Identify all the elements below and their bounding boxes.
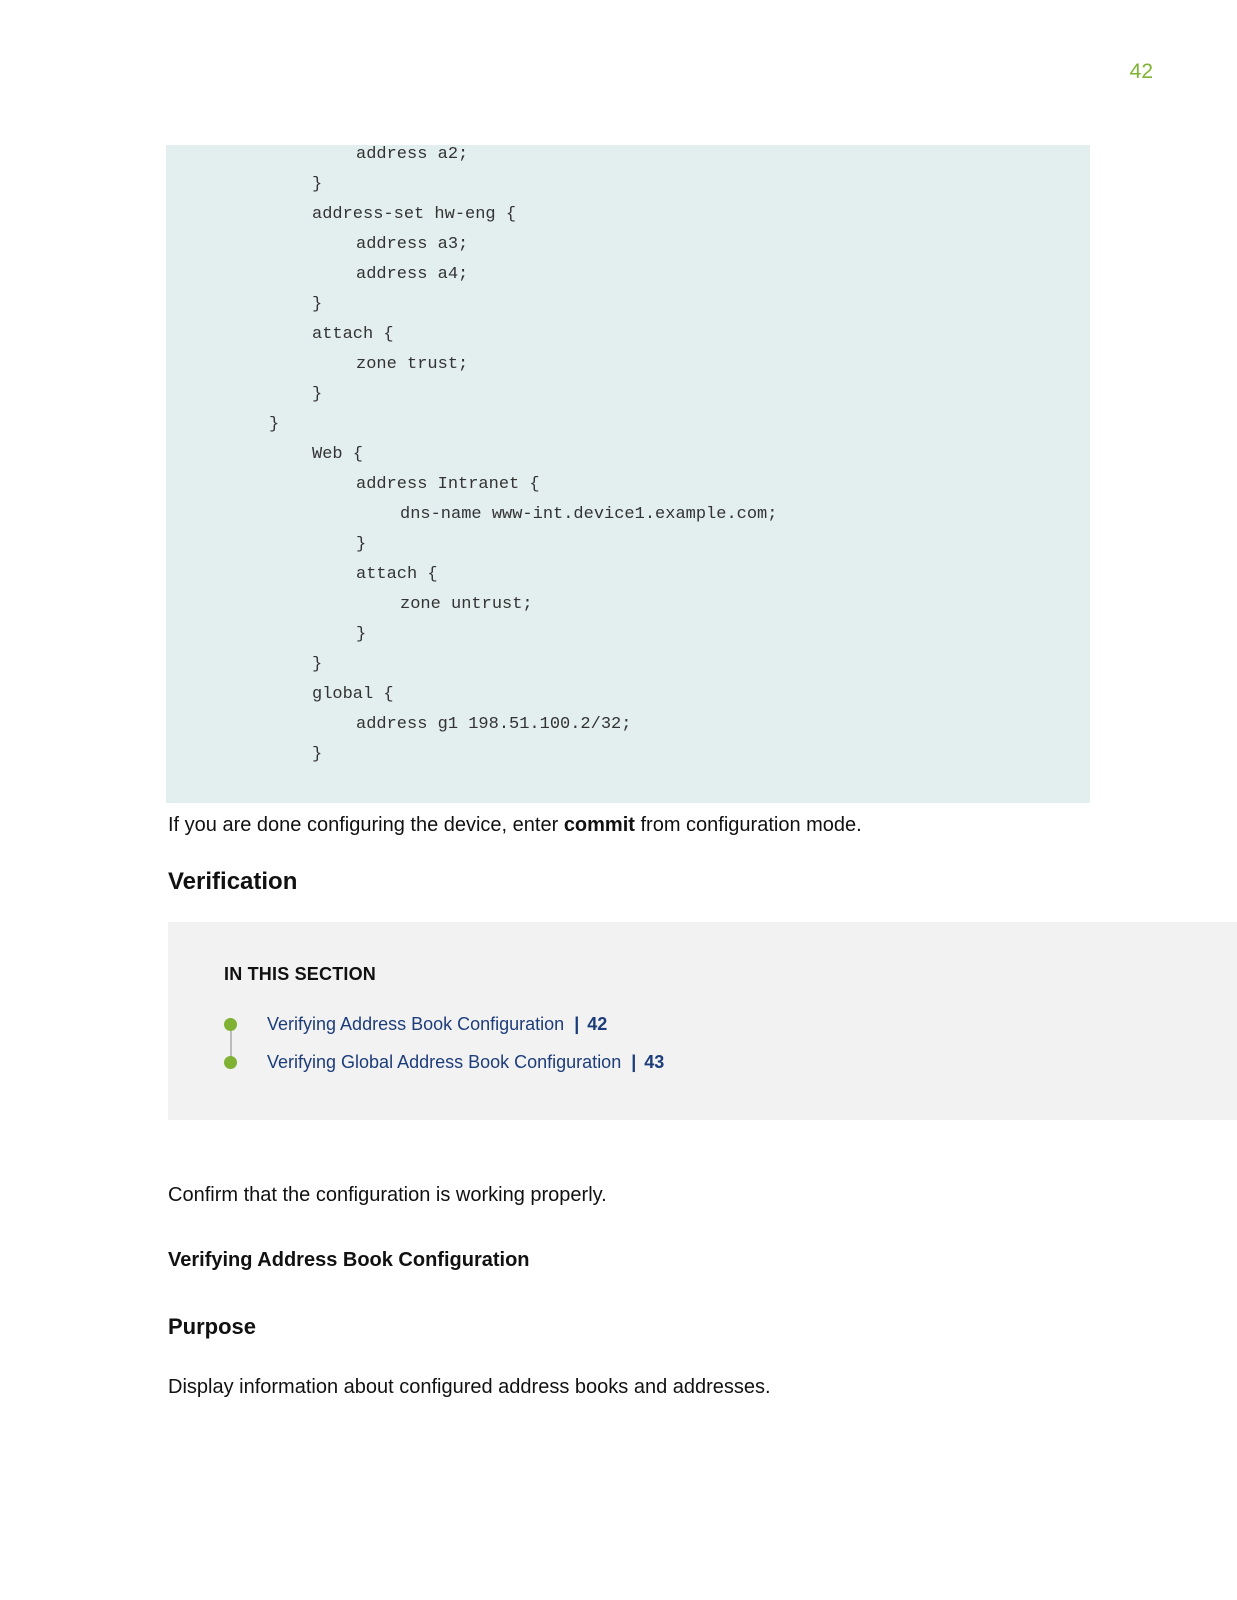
code-block bbox=[166, 145, 1090, 803]
toc-item-global-address-book[interactable] bbox=[224, 1050, 664, 1074]
code-line: address a3; bbox=[356, 235, 469, 254]
code-line: } bbox=[312, 385, 323, 404]
commit-instruction bbox=[168, 814, 862, 837]
code-line: address Intranet { bbox=[356, 475, 540, 494]
code-line: global { bbox=[312, 685, 394, 704]
verification-heading: Verification bbox=[168, 868, 298, 895]
code-line: } bbox=[356, 535, 367, 554]
toc-link-label[interactable]: Verifying Address Book Configuration bbox=[267, 1013, 565, 1034]
code-line: address g1 198.51.100.2/32; bbox=[356, 715, 632, 734]
purpose-heading: Purpose bbox=[168, 1314, 257, 1339]
code-line: zone trust; bbox=[356, 355, 469, 374]
toc-link-label[interactable]: Verifying Global Address Book Configuration bbox=[267, 1051, 622, 1072]
code-line: } bbox=[312, 175, 323, 194]
code-line: } bbox=[312, 655, 323, 674]
page-number: 42 bbox=[1129, 60, 1153, 83]
code-line: address a4; bbox=[356, 265, 469, 284]
code-line: } bbox=[312, 295, 323, 314]
toc-separator: | bbox=[631, 1051, 637, 1072]
bullet-icon bbox=[224, 1018, 237, 1031]
code-line: } bbox=[312, 745, 323, 764]
toc-title: IN THIS SECTION bbox=[224, 964, 377, 984]
confirm-text: Confirm that the configuration is working properly. bbox=[168, 1184, 607, 1206]
toc-page-number[interactable]: 43 bbox=[644, 1051, 665, 1072]
code-line: } bbox=[269, 415, 280, 434]
bullet-icon bbox=[224, 1056, 237, 1069]
code-line: Web { bbox=[312, 445, 364, 464]
purpose-text: Display information about configured address books and addresses. bbox=[168, 1376, 771, 1398]
toc-item-address-book[interactable] bbox=[224, 1012, 607, 1036]
code-line: attach { bbox=[312, 325, 394, 344]
code-line: dns-name www-int.device1.example.com; bbox=[400, 505, 778, 524]
code-line: } bbox=[356, 625, 367, 644]
toc-page-number[interactable]: 42 bbox=[587, 1013, 608, 1034]
commit-text-before: If you are done configuring the device, enter bbox=[168, 814, 564, 836]
code-line: attach { bbox=[356, 565, 438, 584]
toc-separator: | bbox=[574, 1013, 580, 1034]
commit-command: commit bbox=[563, 814, 635, 836]
in-this-section-box bbox=[168, 922, 1237, 1120]
code-line: zone untrust; bbox=[400, 595, 533, 614]
commit-text-after: from configuration mode. bbox=[634, 814, 862, 836]
code-line: address a2; bbox=[356, 145, 469, 164]
subsection-heading: Verifying Address Book Configuration bbox=[168, 1249, 530, 1271]
code-line: address-set hw-eng { bbox=[312, 205, 517, 224]
